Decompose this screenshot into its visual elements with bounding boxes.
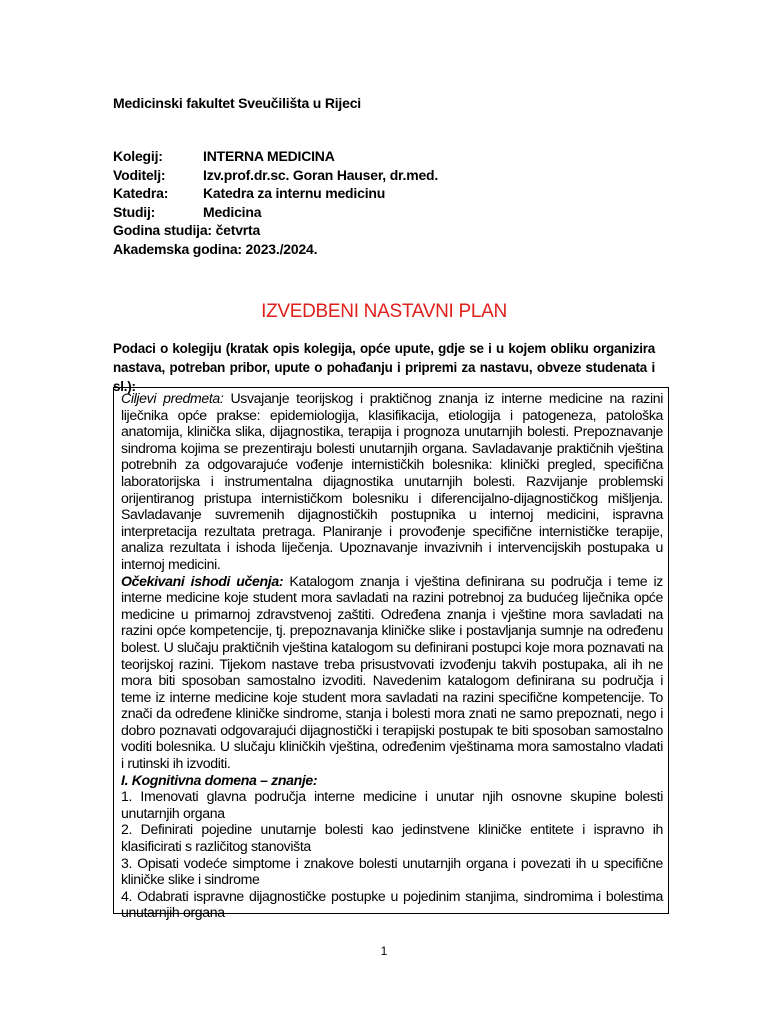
outcome-item: 2. Definirati pojedine unutarnje bolesti kao jedinstvene kliničke entitete i ispravno ih klasificirati s različitog stanovišta: [121, 821, 663, 855]
meta-row-lead: [113, 166, 438, 185]
meta-row-course: [113, 147, 438, 166]
outcomes-label: Očekivani ishodi učenja:: [121, 572, 284, 589]
goals-label: Ciljevi predmeta:: [121, 390, 224, 406]
course-meta: [113, 147, 438, 258]
academic-year: Akademska godina: 2023./2024.: [113, 240, 318, 257]
meta-value: Medicina: [203, 203, 262, 220]
year-of-study: Godina studija: četvrta: [113, 222, 261, 238]
outcome-item: 1. Imenovati glavna područja interne medicine i unutar njih osnovne skupine bolesti unutarnjih organa: [121, 788, 663, 821]
outcome-item: 4. Odabrati ispravne dijagnostičke postupke u pojedinim stanjima, sindromima i bolestima unutarnjih organa: [121, 887, 663, 921]
cognitive-domain-heading: I. Kognitivna domena – znanje:: [121, 771, 318, 788]
institution-name: Medicinski fakultet Sveučilišta u Rijeci: [113, 95, 361, 111]
goals-text: Usvajanje teorijskog i praktičnog znanja iz interne medicine na razini liječnika opće prakse: epidemiologija, klasifikacija, etiologija i patogeneza, patološka anatomija, klinička slika, dijagnostika, terapija i prognoza unutarnjih bolesti. Prepoznavanje sindroma kojima se prezentiraju bolesti unutarnjih organa. Savladavanje praktičnih vještina potrebnih za odgovarajuće vođenje internističkih bolesnika: klinički pregled, specifična laboratorijska i instrumentalna dijagnostika unutarnjih bolesti. Razvijanje problemski orijentiranog pristupa internističkom bolesniku i diferencijalno-dijagnostičkog mišljenja. Savladavanje suvremenih dijagnostičkih postupnika u internoj medicini, ispravna interpretacija rezultata pretraga. Planiranje i provođenje specifične internističke terapije, analiza rezultata i ishoda liječenja. Upoznavanje invazivnih i intervencijskih postupaka u internoj medicini.: [121, 390, 664, 572]
meta-row-department: [113, 184, 438, 203]
meta-label: Voditelj:: [113, 166, 166, 183]
meta-value: INTERNA MEDICINA: [203, 148, 335, 164]
meta-label: Kolegij:: [113, 148, 163, 164]
outcomes-paragraph: [121, 573, 663, 772]
page-number: 1: [380, 944, 388, 958]
outcome-item: 3. Opisati vodeće simptome i znakove bolesti unutarnjih organa i povezati ih u specifične kliničke slike i sindrome: [121, 854, 663, 888]
goals-paragraph: [121, 390, 663, 573]
meta-value: Izv.prof.dr.sc. Goran Hauser, dr.med.: [203, 166, 439, 183]
course-info-content: [121, 390, 663, 921]
meta-label: Katedra:: [113, 185, 169, 201]
meta-value: Katedra za internu medicinu: [203, 185, 386, 201]
meta-row-study: [113, 203, 438, 222]
outcomes-text: Katalogom znanja i vještina definirana su područja i teme iz interne medicine koje student mora savladati na razini potrebnoj za budućeg liječnika opće medicine u primarnoj zdravstvenoj zaštiti. Određena znanja i vještine mora savladati na razini opće kompetencije, tj. prepoznavanja kliničke slike i postavljanja sumnje na određenu bolest. U slučaju praktičnih vještina katalogom su definirani postupci koje mora poznavati na teorijskoj razini. Tijekom nastave treba prisustvovati izvođenju takvih postupaka, ali ih ne mora biti sposoban samostalno izvoditi. Navedenim katalogom definirana su područja i teme iz interne medicine koje student mora savladati na razini specifične kompetencije. To znači da određene kliničke sindrome, stanja i bolesti mora znati ne samo prepoznati, nego i dobro poznavati odgovarajući dijagnostički i terapijski postupak te biti sposoban samostalno voditi bolesnika. U slučaju kliničkih vještina, određenim vještinama mora samostalno vladati i rutinski ih izvoditi.: [121, 572, 663, 772]
meta-label: Studij:: [113, 203, 156, 220]
page-title: IZVEDBENI NASTAVNI PLAN: [261, 301, 507, 322]
course-info-box: [113, 387, 669, 921]
meta-row-academic-year: [113, 240, 438, 259]
meta-row-year-of-study: [113, 221, 438, 240]
course-info-intro: Podaci o kolegiju (kratak opis kolegija, opće upute, gdje se i u kojem obliku organizira nastava, potreban pribor, upute o pohađanju i pripremi za nastavu, obveze studenata i sl.):: [113, 341, 655, 394]
